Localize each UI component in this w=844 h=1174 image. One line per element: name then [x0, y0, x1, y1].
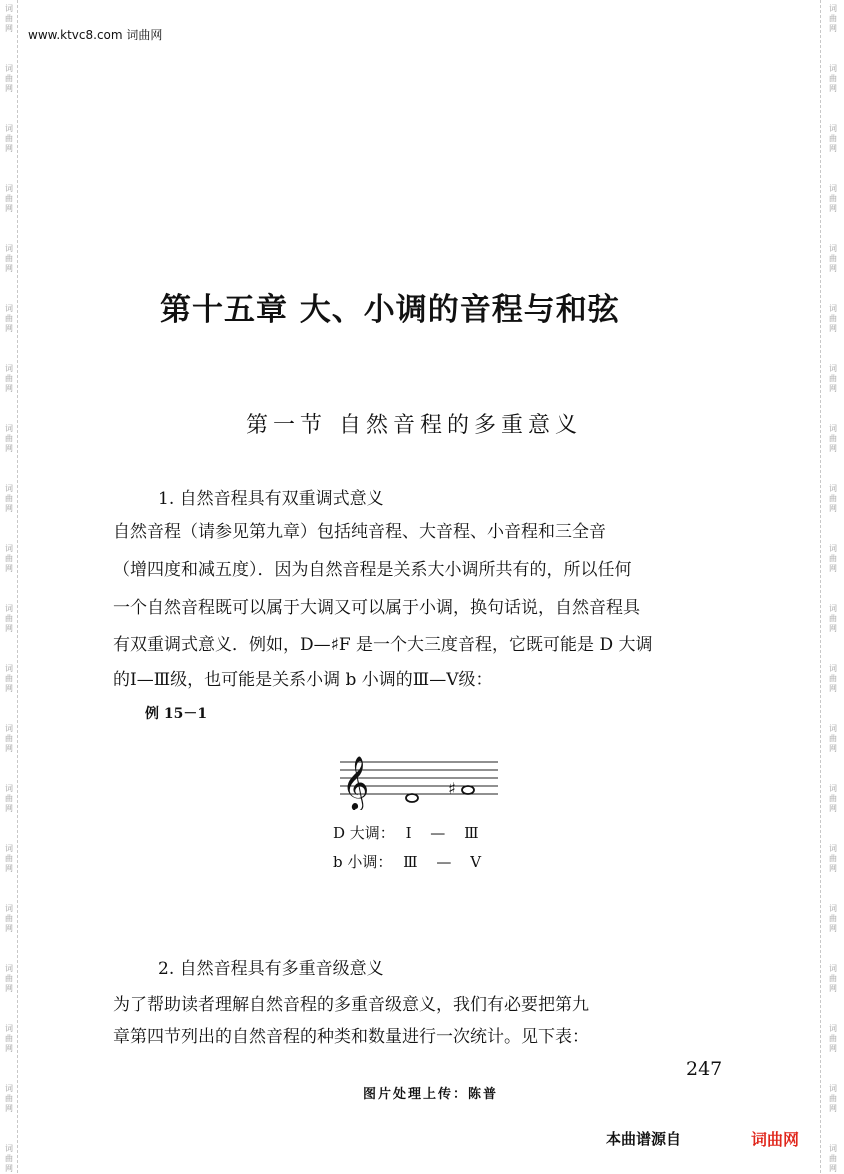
degree-end: Ⅴ [470, 853, 482, 871]
degree-row-b-minor [333, 851, 481, 872]
watermark-glyph-column: 词 曲 网 [829, 724, 837, 753]
watermark-glyph-column: 词 曲 网 [829, 424, 837, 453]
source-label: 本曲谱源自 [606, 1130, 682, 1148]
degree-start: Ⅲ [403, 853, 418, 871]
note-fsharp-icon [462, 786, 474, 794]
page-number: 247 [686, 1058, 723, 1080]
watermark-glyph-column: 词 曲 网 [829, 124, 837, 153]
watermark-glyph-column: 词 曲 网 [5, 184, 13, 213]
watermark-glyph-column: 词 曲 网 [829, 964, 837, 993]
watermark-glyph-column: 词 曲 网 [829, 244, 837, 273]
watermark-glyph-column: 词 曲 网 [829, 664, 837, 693]
watermark-glyph-column: 词 曲 网 [5, 844, 13, 873]
watermark-glyph-column: 词 曲 网 [5, 244, 13, 273]
watermark-glyph-column: 词 曲 网 [829, 544, 837, 573]
left-watermark-strip [0, 0, 18, 1173]
watermark-glyph-column: 词 曲 网 [5, 964, 13, 993]
watermark-glyph-column: 词 曲 网 [829, 1084, 837, 1113]
watermark-glyph-column: 词 曲 网 [829, 784, 837, 813]
watermark-glyph-column: 词 曲 网 [5, 1144, 13, 1173]
upload-credit: 图片处理上传：陈普 [363, 1087, 499, 1102]
right-watermark-strip [820, 0, 844, 1173]
paragraph-line: 为了帮助读者理解自然音程的多重音级意义，我们有必要把第九 [113, 995, 589, 1015]
watermark-glyph-column: 词 曲 网 [5, 544, 13, 573]
watermark-glyph-column: 词 曲 网 [829, 1024, 837, 1053]
watermark-glyph-column: 词 曲 网 [829, 844, 837, 873]
watermark-glyph-column: 词 曲 网 [829, 604, 837, 633]
example-label: 例 15－1 [145, 706, 208, 722]
watermark-glyph-column: 词 曲 网 [5, 724, 13, 753]
watermark-glyph-column: 词 曲 网 [5, 1084, 13, 1113]
watermark-glyph-column: 词 曲 网 [5, 784, 13, 813]
section-title: 第一节 自然音程的多重意义 [246, 413, 582, 438]
chapter-title: 第十五章 大、小调的音程与和弦 [160, 292, 620, 328]
music-staff [340, 748, 502, 810]
watermark-glyph-column: 词 曲 网 [5, 904, 13, 933]
watermark-glyph-column: 词 曲 网 [829, 64, 837, 93]
watermark-glyph-column: 词 曲 网 [5, 4, 13, 33]
brand-link[interactable]: 词曲网 [751, 1130, 800, 1149]
watermark-glyph-column: 词 曲 网 [829, 304, 837, 333]
subsection-1-heading: 1. 自然音程具有双重调式意义 [158, 489, 384, 509]
watermark-glyph-column: 词 曲 网 [829, 184, 837, 213]
watermark-glyph-column: 词 曲 网 [5, 664, 13, 693]
paragraph-line: 自然音程（请参见第九章）包括纯音程、大音程、小音程和三全音 [113, 522, 606, 542]
watermark-glyph-column: 词 曲 网 [5, 124, 13, 153]
watermark-glyph-column: 词 曲 网 [5, 484, 13, 513]
degree-end: Ⅲ [464, 824, 479, 842]
watermark-glyph-column: 词 曲 网 [829, 364, 837, 393]
paragraph-line: 一个自然音程既可以属于大调又可以属于小调，换句话说，自然音程具 [113, 598, 640, 618]
watermark-glyph-column: 词 曲 网 [5, 64, 13, 93]
paragraph-line: 的Ⅰ—Ⅲ级，也可能是关系小调 b 小调的Ⅲ—Ⅴ级： [113, 670, 493, 690]
watermark-glyph-column: 词 曲 网 [5, 1024, 13, 1053]
subsection-2-heading: 2. 自然音程具有多重音级意义 [158, 959, 384, 979]
watermark-glyph-column: 词 曲 网 [829, 4, 837, 33]
paragraph-line: （增四度和减五度）．因为自然音程是关系大小调所共有的，所以任何 [113, 560, 632, 580]
watermark-glyph-column: 词 曲 网 [829, 1144, 837, 1173]
key-label: D 大调： [333, 824, 395, 842]
note-d-icon [406, 794, 418, 802]
watermark-glyph-column: 词 曲 网 [5, 604, 13, 633]
watermark-site-url: www.ktvc8.com 词曲网 [28, 28, 163, 42]
treble-clef-icon: 𝄞 [342, 755, 370, 809]
watermark-glyph-column: 词 曲 网 [5, 304, 13, 333]
watermark-glyph-column: 词 曲 网 [829, 484, 837, 513]
paragraph-line: 章第四节列出的自然音程的种类和数量进行一次统计。见下表： [113, 1027, 589, 1047]
watermark-glyph-column: 词 曲 网 [829, 904, 837, 933]
degree-row-d-major [333, 822, 479, 843]
degree-start: Ⅰ [405, 824, 412, 842]
degree-dash: — [436, 853, 452, 871]
sharp-icon: ♯ [448, 779, 456, 798]
watermark-glyph-column: 词 曲 网 [5, 424, 13, 453]
degree-dash: — [430, 824, 446, 842]
watermark-glyph-column: 词 曲 网 [5, 364, 13, 393]
key-label: b 小调： [333, 853, 393, 871]
paragraph-line: 有双重调式意义．例如，D—♯F 是一个大三度音程，它既可能是 D 大调 [113, 635, 653, 655]
